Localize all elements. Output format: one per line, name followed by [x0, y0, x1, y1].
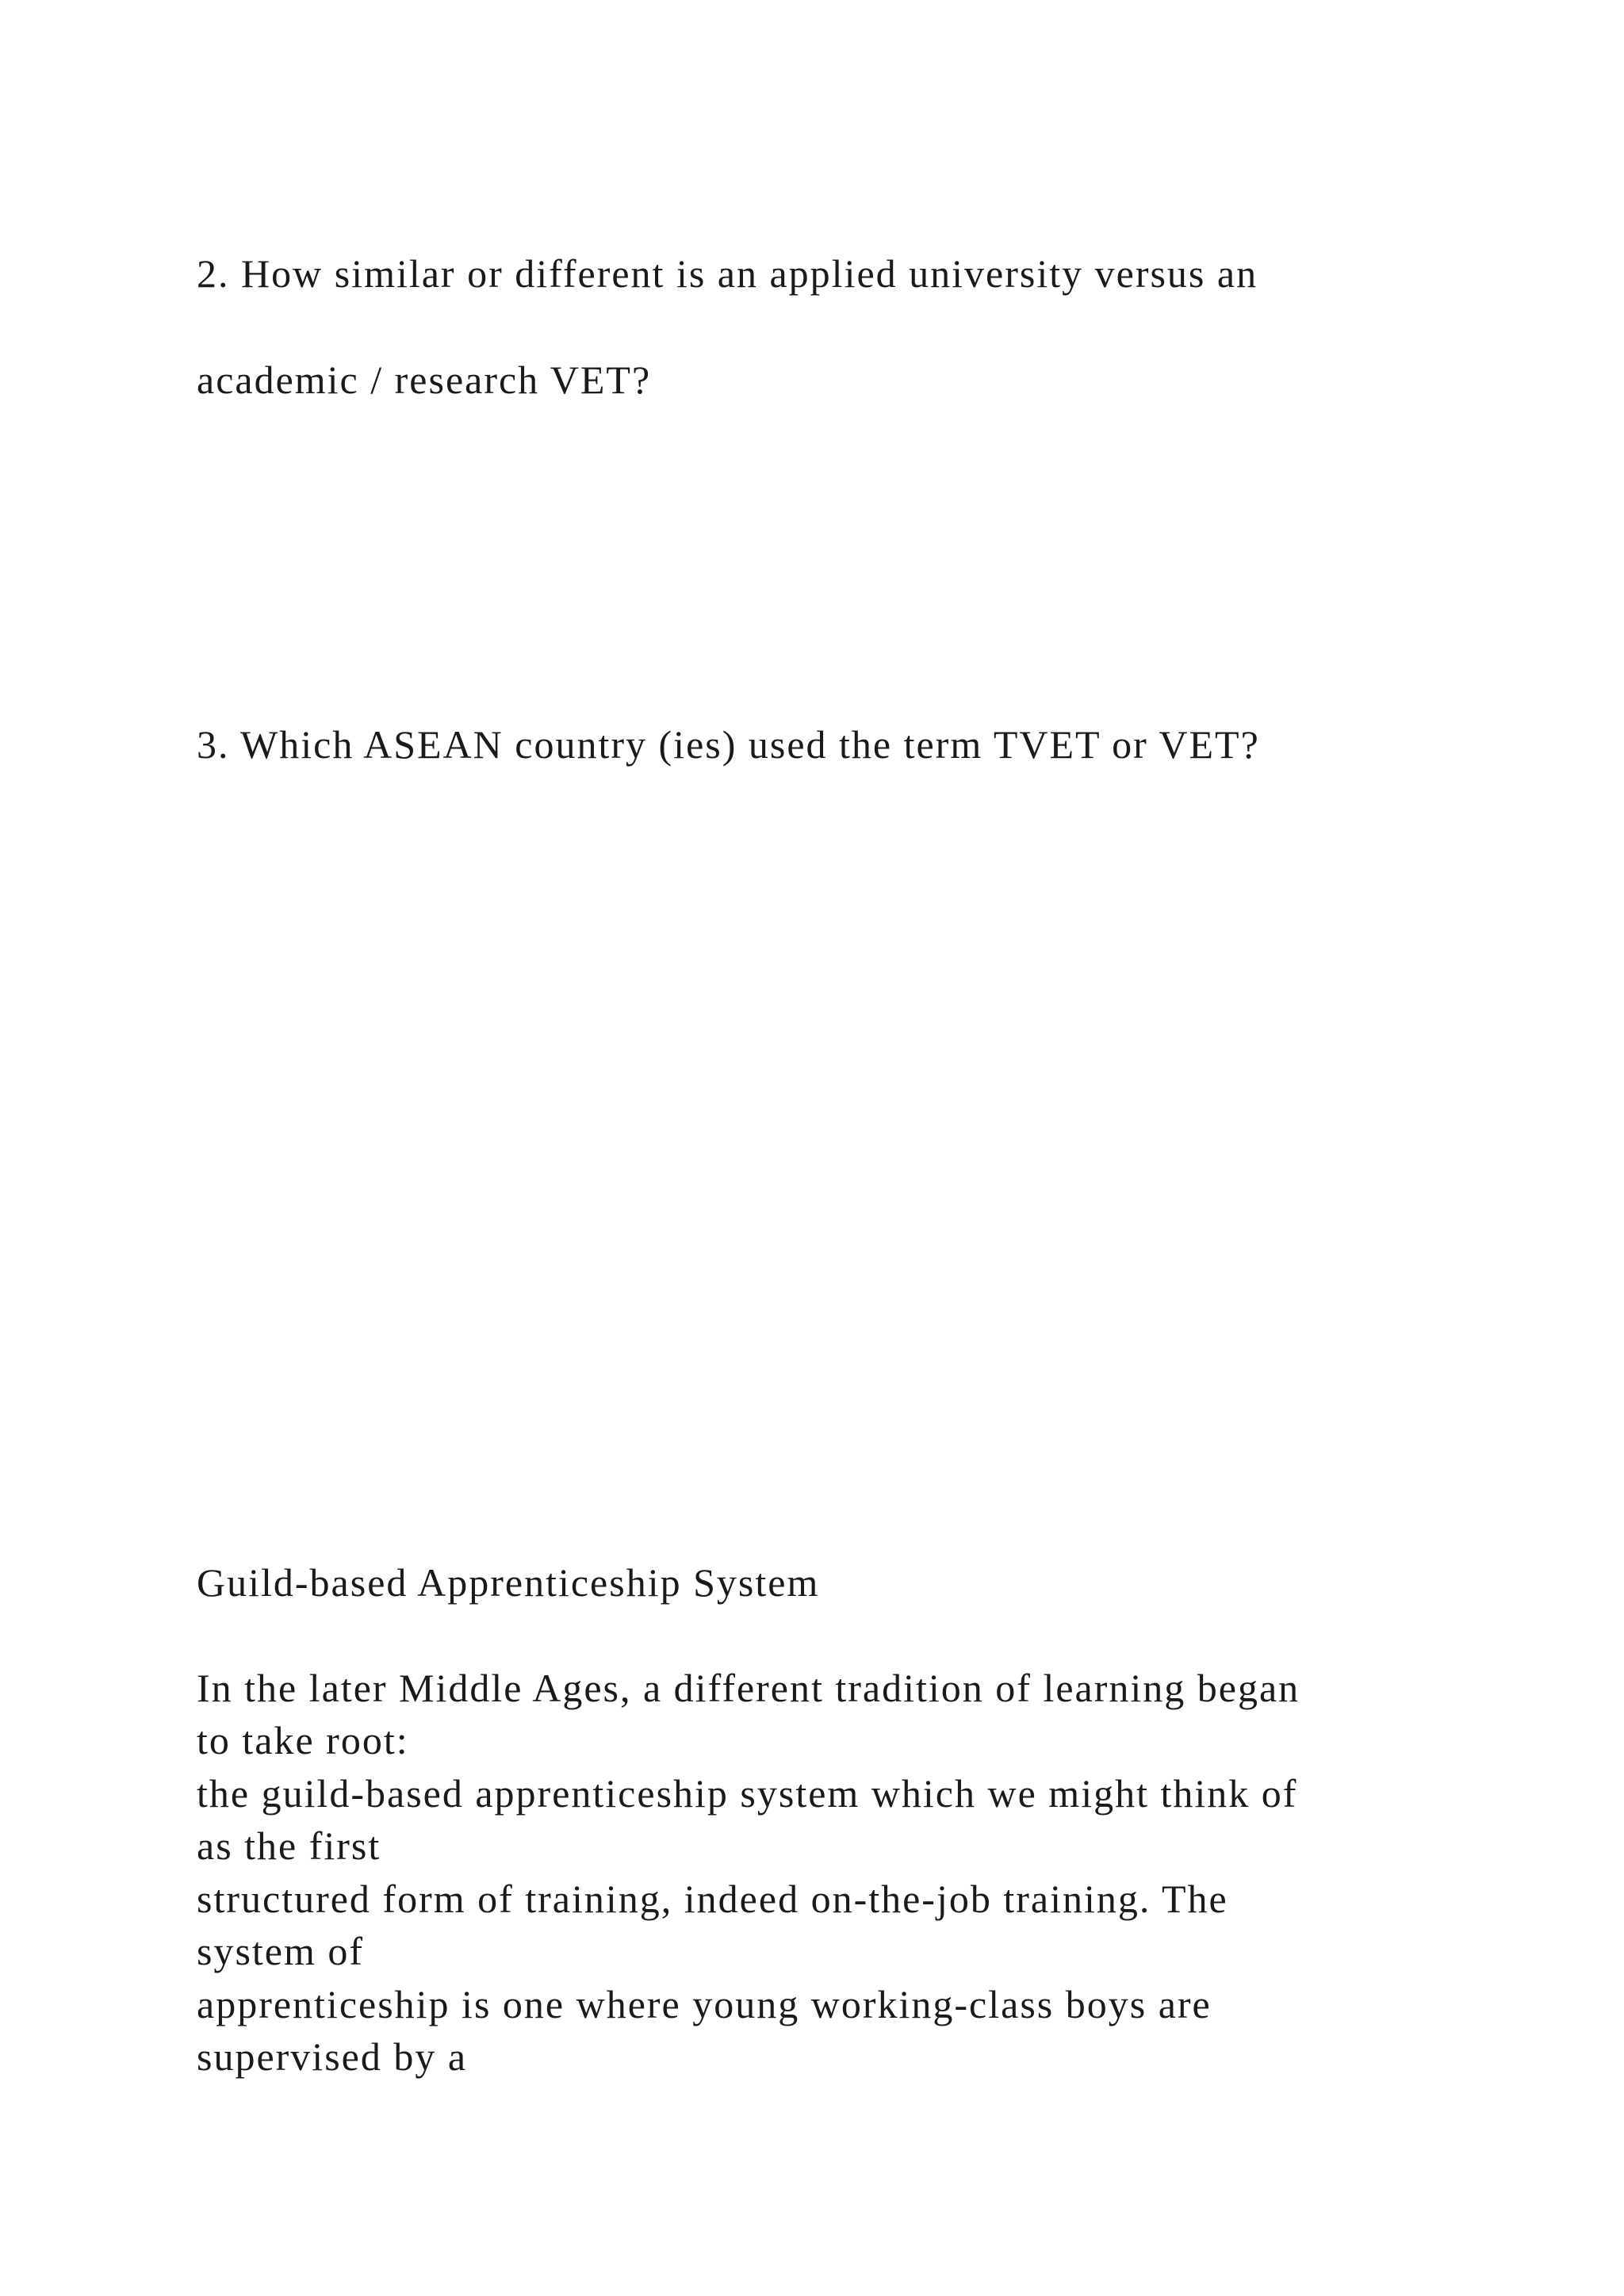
paragraph-line: the guild-based apprenticeship system which we might think of	[197, 1771, 1298, 1816]
paragraph-line: supervised by a	[197, 2034, 468, 2079]
paragraph-line: structured form of training, indeed on-the-job training. The	[197, 1877, 1228, 1921]
paragraph-line: apprenticeship is one where young working-class boys are	[197, 1982, 1212, 2026]
paragraph-line: to take root:	[197, 1718, 409, 1762]
question-3-line-1: 3. Which ASEAN country (ies) used the term TVET or VET?	[197, 722, 1260, 767]
paragraph-line: as the first	[197, 1823, 381, 1868]
paragraph-line: In the later Middle Ages, a different tradition of learning began	[197, 1666, 1300, 1710]
question-2-line-2: academic / research VET?	[197, 358, 652, 402]
section-heading: Guild-based Apprenticeship System	[197, 1560, 820, 1605]
question-2-line-1: 2. How similar or different is an applied university versus an	[197, 251, 1258, 296]
paragraph-line: system of	[197, 1929, 365, 1973]
